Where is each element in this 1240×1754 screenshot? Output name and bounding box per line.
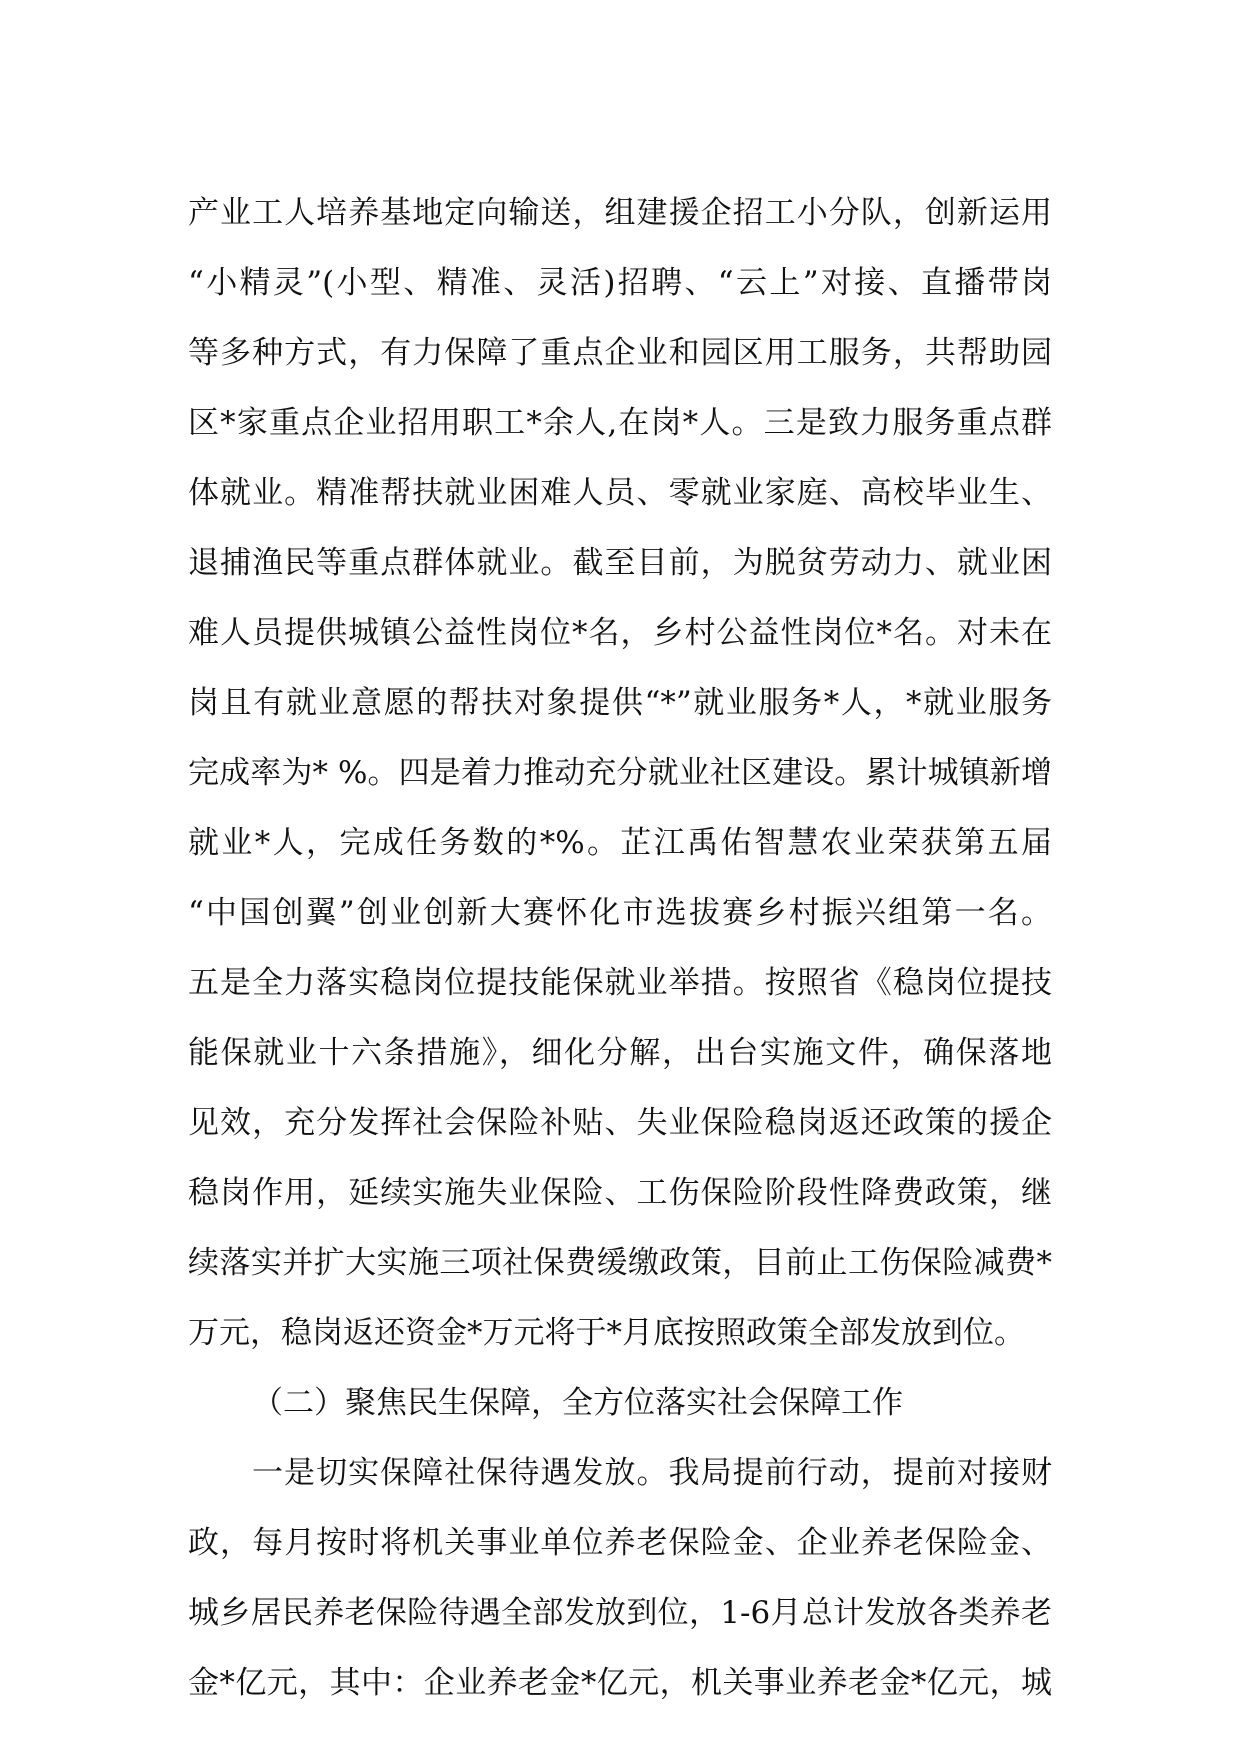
body-text-line: 金*亿元，其中：企业养老金*亿元，机关事业养老金*亿元，城: [188, 1665, 1052, 1701]
body-text: [188, 178, 1052, 1718]
section-heading: （二）聚焦民生保障，全方位落实社会保障工作: [252, 1385, 903, 1421]
body-text-line: 城乡居民养老保险待遇全部发放到位，1-6月总计发放各类养老: [188, 1595, 1052, 1631]
body-text-line: 难人员提供城镇公益性岗位*名，乡村公益性岗位*名。对未在: [188, 615, 1052, 651]
body-text-line: 产业工人培养基地定向输送，组建援企招工小分队，创新运用: [188, 195, 1052, 231]
body-text-line: 见效，充分发挥社会保险补贴、失业保险稳岗返还政策的援企: [188, 1105, 1052, 1141]
body-text-line: 体就业。精准帮扶就业困难人员、零就业家庭、高校毕业生、: [188, 475, 1052, 511]
body-text-line: 退捕渔民等重点群体就业。截至目前，为脱贫劳动力、就业困: [188, 545, 1052, 581]
body-text-line: 等多种方式，有力保障了重点企业和园区用工服务，共帮助园: [188, 335, 1052, 371]
body-text-line: 区*家重点企业招用职工*余人,在岗*人。三是致力服务重点群: [188, 405, 1052, 441]
body-text-line: 完成率为* %。四是着力推动充分就业社区建设。累计城镇新增: [188, 755, 1052, 791]
body-text-line: 续落实并扩大实施三项社保费缓缴政策，目前止工伤保险减费*: [188, 1245, 1052, 1281]
body-text-line: “中国创翼”创业创新大赛怀化市选拔赛乡村振兴组第一名。: [188, 895, 1052, 931]
body-text-line: 政，每月按时将机关事业单位养老保险金、企业养老保险金、: [188, 1525, 1052, 1561]
body-text-line: 稳岗作用，延续实施失业保险、工伤保险阶段性降费政策，继: [188, 1175, 1052, 1211]
body-text-line: 万元，稳岗返还资金*万元将于*月底按照政策全部发放到位。: [188, 1315, 1025, 1351]
body-text-line: 就业*人，完成任务数的*%。芷江禹佑智慧农业荣获第五届: [188, 825, 1052, 861]
body-text-line: 岗且有就业意愿的帮扶对象提供“*”就业服务*人，*就业服务: [188, 685, 1052, 721]
body-text-line: 一是切实保障社保待遇发放。我局提前行动，提前对接财: [252, 1455, 1052, 1491]
body-text-line: 能保就业十六条措施》，细化分解，出台实施文件，确保落地: [188, 1035, 1052, 1071]
body-text-line: “小精灵”(小型、精准、灵活)招聘、“云上”对接、直播带岗: [188, 265, 1052, 301]
body-text-line: 五是全力落实稳岗位提技能保就业举措。按照省《稳岗位提技: [188, 965, 1052, 1001]
